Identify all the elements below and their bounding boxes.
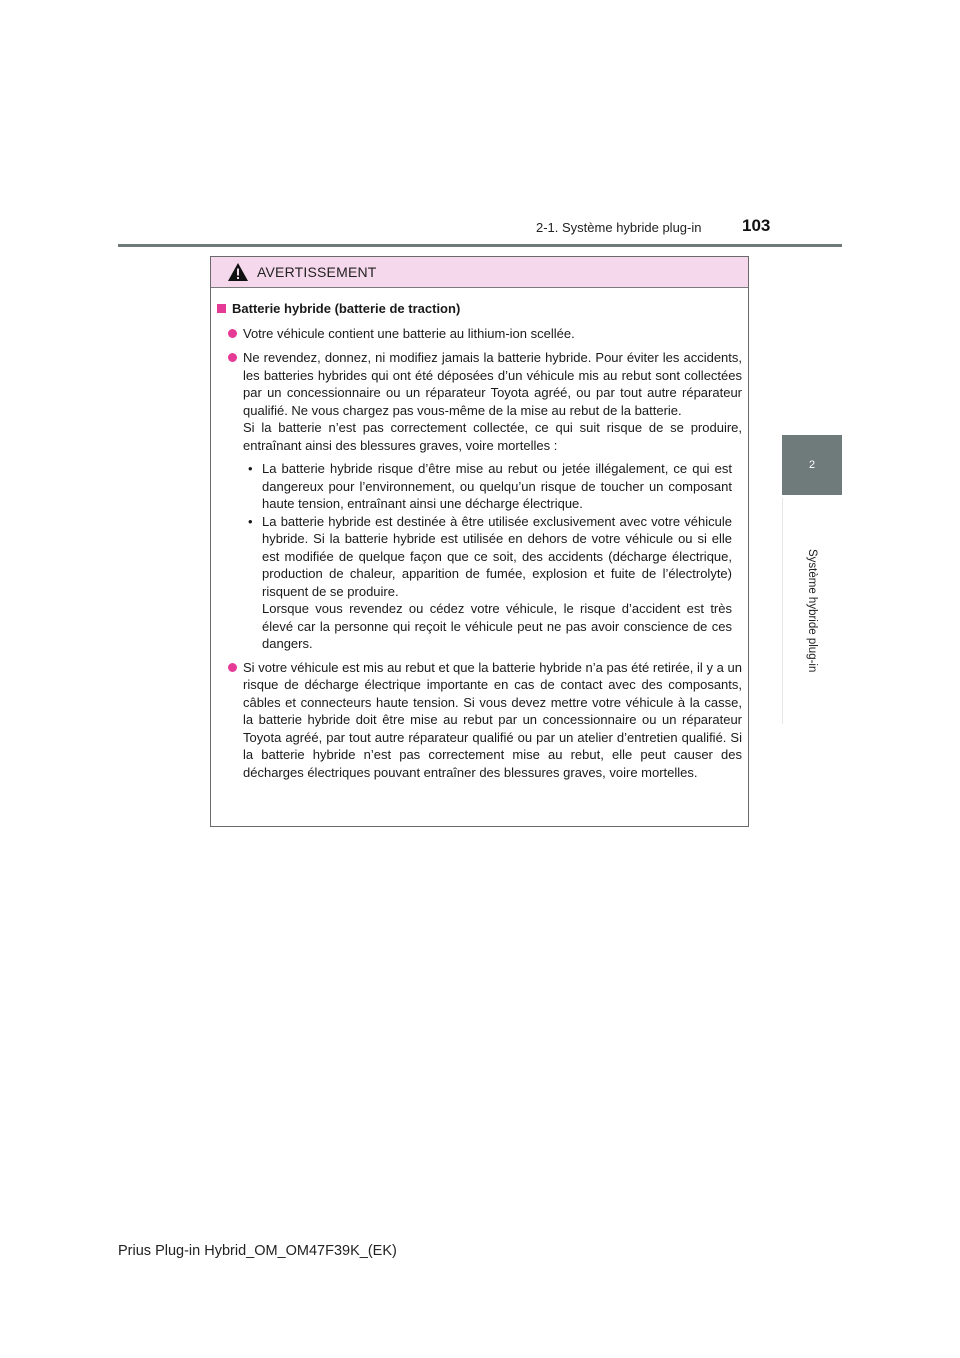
warning-paragraph xyxy=(217,659,742,782)
round-bullet-icon xyxy=(228,329,237,338)
warning-triangle-icon xyxy=(227,262,249,282)
document-footer: Prius Plug-in Hybrid_OM_OM47F39K_(EK) xyxy=(118,1243,397,1259)
header-rule xyxy=(118,244,842,247)
dot-bullet-icon: • xyxy=(248,513,253,529)
paragraph-text: Si votre véhicule est mis au rebut et que la batterie hybride n’a pas été retirée, il y a un risque de décharge électrique importante en cas de contact avec des composants, câbles et connecteurs haute tension. Si vous devez mettre votre véhicule à la casse, la batterie hybride doit être mise au rebut par un concessionnaire ou un réparateur Toyota agréé, par tout autre réparateur qualifié ou par un atelier d’entretien qualifié. Si la batterie hybride n’est pas correctement mise au rebut, elle peut causer des décharges électriques pouvant entraîner des blessures graves, voire mortelles. xyxy=(243,659,742,780)
sub-list-item xyxy=(248,460,742,513)
square-bullet-icon xyxy=(217,304,226,313)
warning-box xyxy=(210,256,749,827)
page-number: 103 xyxy=(742,216,771,235)
chapter-tab-label: Système hybride plug-in xyxy=(806,549,818,673)
sub-item-text: La batterie hybride est destinée à être utilisée exclusivement avec votre véhicule hybride. Si la batterie hybride est utilisée en dehors de votre véhicule ou si elle est modifiée de quelque façon que ce soit, des accidents (décharge électrique, production de chaleur, apparition de fumée, explosion et fuite de l’électrolyte) risquent de se produire. xyxy=(262,513,732,599)
sub-item-text: La batterie hybride risque d’être mise au rebut ou jetée illégalement, ce qui est dangereux pour l’environnement, ou quelqu’un risque de toucher un composant haute tension, entraînant ainsi une décharge électrique. xyxy=(262,461,732,511)
warning-paragraph xyxy=(217,325,742,343)
paragraph-text: Votre véhicule contient une batterie au lithium-ion scellée. xyxy=(243,325,575,341)
warning-title: AVERTISSEMENT xyxy=(257,264,377,280)
chapter-tab-number: 2 xyxy=(782,435,842,495)
section-title: 2-1. Système hybride plug-in xyxy=(536,220,702,235)
sub-item-text: Lorsque vous revendez ou cédez votre véhicule, le risque d’accident est très élevé car la personne qui reçoit le véhicule peut ne pas avoir conscience de ces dangers. xyxy=(262,601,732,651)
warning-paragraph xyxy=(217,349,742,454)
dot-bullet-icon: • xyxy=(248,461,253,476)
sub-list-item xyxy=(248,513,742,653)
round-bullet-icon xyxy=(228,663,237,672)
sub-list xyxy=(248,460,742,653)
paragraph-text: Ne revendez, donnez, ni modifiez jamais la batterie hybride. Pour éviter les accidents, les batteries hybrides qui ont été déposées d’un véhicule mis au rebut sont collectées par un concessionnaire ou un réparateur Toyota agréé, ou par tout autre réparateur qualifié. Ne vous chargez pas vous-même de la mise au rebut de la batterie. xyxy=(243,350,742,418)
warning-heading-text: Batterie hybride (batterie de traction) xyxy=(232,301,461,316)
warning-heading xyxy=(217,300,742,318)
paragraph-text: Si la batterie n’est pas correctement collectée, ce qui suit risque de se produire, entraînant ainsi des blessures graves, voire mortelles : xyxy=(243,420,742,453)
warning-header xyxy=(211,257,748,288)
round-bullet-icon xyxy=(228,353,237,362)
warning-body xyxy=(211,288,748,781)
